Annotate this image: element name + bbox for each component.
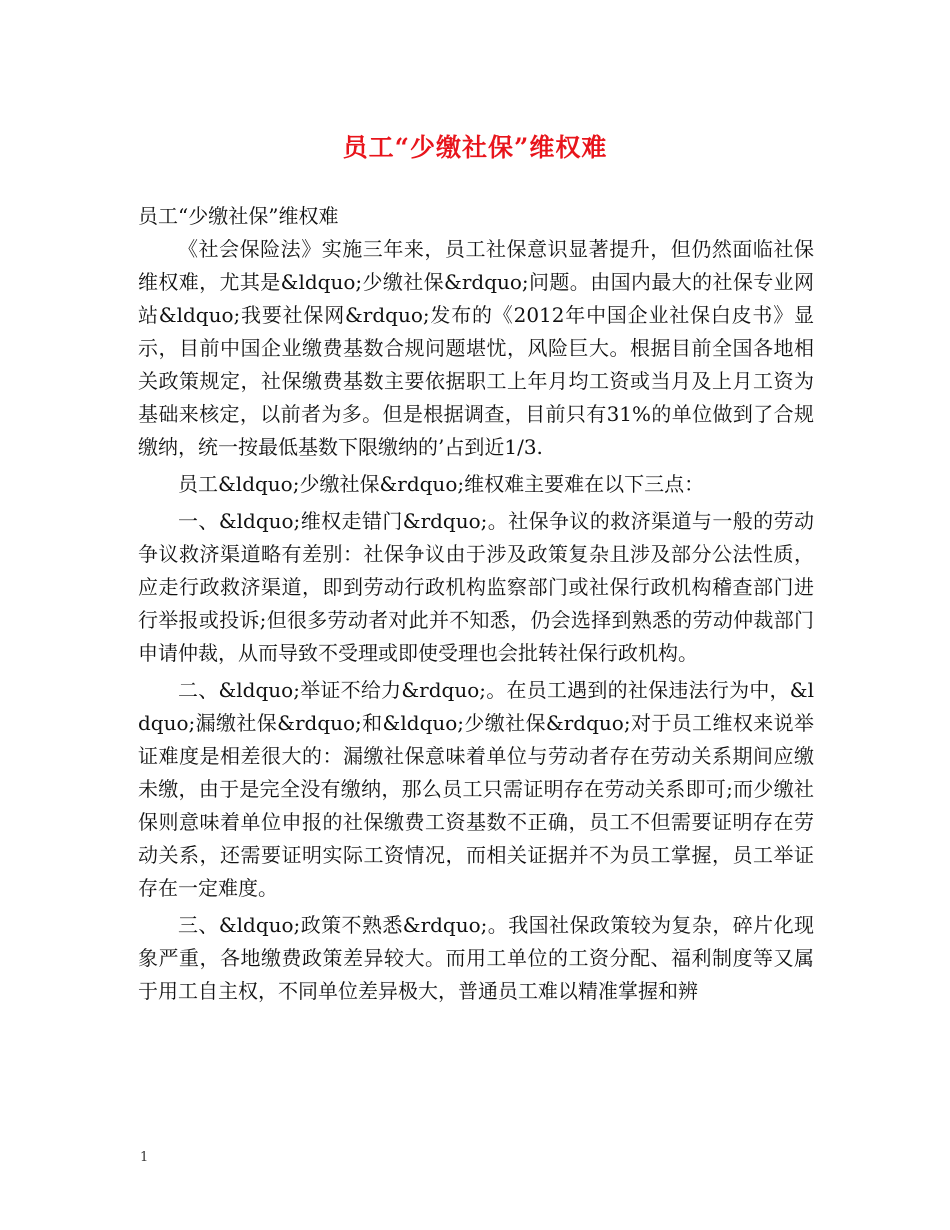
body-paragraph: 三、&ldquo;政策不熟悉&rdquo;。我国社保政策较为复杂，碎片化现象严重，各地缴费政策差异较大。而用工单位的工资分配、福利制度等又属于用工自主权，不同单位差异极大，普通员工难以精准掌握和辨 (138, 913, 814, 1003)
body-paragraph: 二、&ldquo;举证不给力&rdquo;。在员工遇到的社保违法行为中，&ldquo;漏缴社保&rdquo;和&ldquo;少缴社保&rdquo;对于员工维权来说举证难度是相差很大的：漏缴社保意味着单位与劳动者存在劳动关系期间应缴未缴，由于是完全没有缴纳，那么员工只需证明存在劳动关系即可;而少缴社保则意味着单位申报的社保缴费工资基数不正确，员工不但需要证明存在劳动关系，还需要证明实际工资情况，而相关证据并不为员工掌握，员工举证存在一定难度。 (138, 678, 814, 900)
body-paragraph: 员工&ldquo;少缴社保&rdquo;维权难主要难在以下三点： (178, 472, 705, 496)
document-title: 员工“少缴社保”维权难 (342, 133, 608, 162)
body-paragraph: 一、&ldquo;维权走错门&rdquo;。社保争议的救济渠道与一般的劳动争议救济渠道略有差别：社保争议由于涉及政策复杂且涉及部分公法性质，应走行政救济渠道，即到劳动行政机构监察部门或社保行政机构稽查部门进行举报或投诉;但很多劳动者对此并不知悉，仍会选择到熟悉的劳动仲裁部门申请仲裁，从而导致不受理或即使受理也会批转社保行政机构。 (138, 509, 814, 665)
document-body (138, 200, 814, 1012)
page-number: 1 (140, 1150, 149, 1165)
body-paragraph: 《社会保险法》实施三年来，员工社保意识显著提升，但仍然面临社保维权难，尤其是&ldquo;少缴社保&rdquo;问题。由国内最大的社保专业网站&ldquo;我要社保网&rdquo;发布的《2012年中国企业社保白皮书》显示，目前中国企业缴费基数合规问题堪忧，风险巨大。根据目前全国各地相关政策规定，社保缴费基数主要依据职工上年月均工资或当月及上月工资为基础来核定，以前者为多。但是根据调查，目前只有31%的单位做到了合规缴纳，统一按最低基数下限缴纳的’占到近1/3. (138, 237, 814, 459)
subtitle-paragraph: 员工“少缴社保”维权难 (138, 204, 339, 228)
